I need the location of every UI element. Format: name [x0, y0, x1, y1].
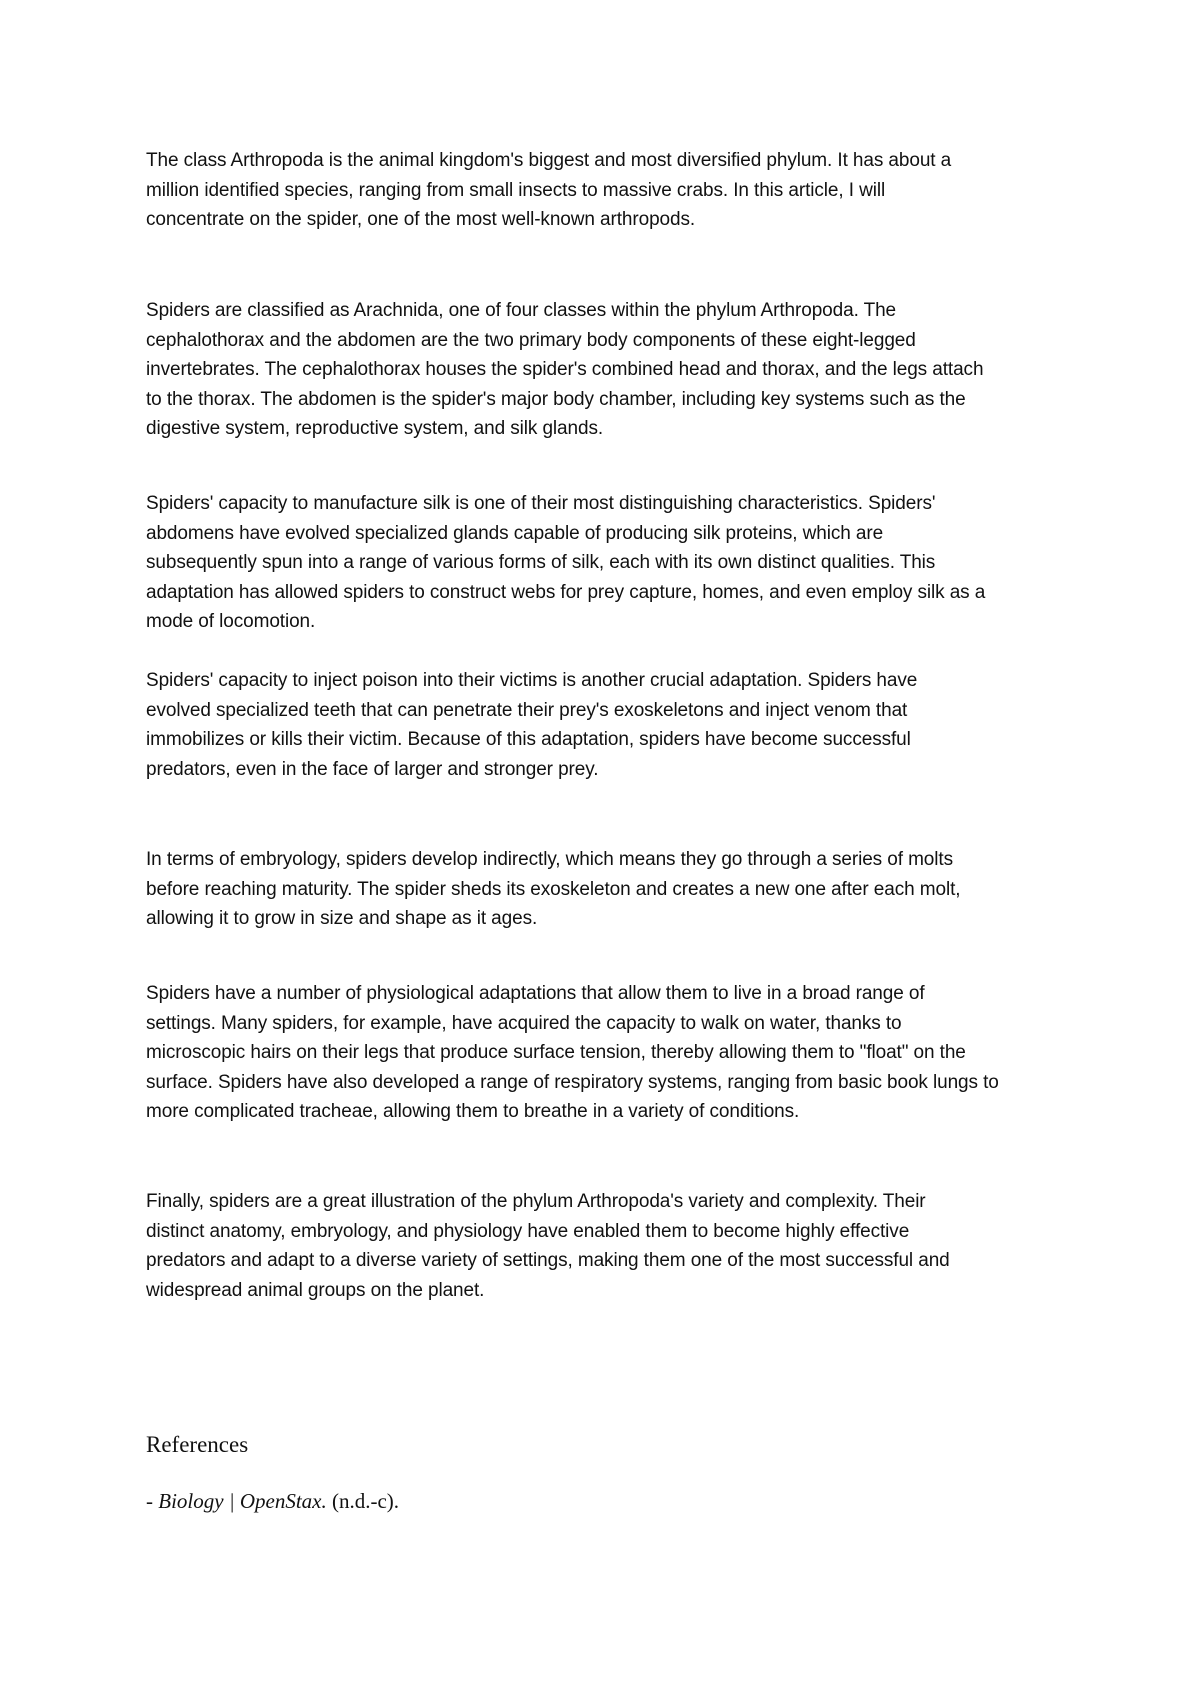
- text-line: Spiders' capacity to manufacture silk is one of their most distinguishing characteristics. Spiders': [146, 493, 936, 514]
- text-line: Finally, spiders are a great illustration of the phylum Arthropoda's variety and complexity. Their: [146, 1191, 926, 1212]
- text-line: immobilizes or kills their victim. Because of this adaptation, spiders have become successful: [146, 729, 911, 750]
- reference-date: (n.d.-c).: [326, 1489, 400, 1513]
- text-line: predators, even in the face of larger and stronger prey.: [146, 758, 599, 780]
- reference-title: Biology | OpenStax.: [158, 1489, 327, 1513]
- text-line: Spiders' capacity to inject poison into their victims is another crucial adaptation. Spiders have: [146, 670, 918, 691]
- text-line: adaptation has allowed spiders to construct webs for prey capture, homes, and even employ silk as a: [146, 581, 986, 603]
- text-line: predators and adapt to a diverse variety of settings, making them one of the most successful and: [146, 1250, 950, 1271]
- paragraph-silk: [146, 489, 1076, 637]
- text-line: settings. Many spiders, for example, have acquired the capacity to walk on water, thanks to: [146, 1012, 902, 1034]
- text-line: invertebrates. The cephalothorax houses the spider's combined head and thorax, and the legs attach: [146, 359, 984, 380]
- text-line: before reaching maturity. The spider sheds its exoskeleton and creates a new one after each molt,: [146, 878, 961, 900]
- text-line: concentrate on the spider, one of the most well-known arthropods.: [146, 209, 696, 230]
- paragraph-venom: [146, 666, 1076, 784]
- text-line: distinct anatomy, embryology, and physiology have enabled them to become highly effective: [146, 1220, 910, 1242]
- text-line: to the thorax. The abdomen is the spider's major body chamber, including key systems such as the: [146, 388, 966, 410]
- text-line: microscopic hairs on their legs that produce surface tension, thereby allowing them to "float" on the: [146, 1042, 966, 1063]
- paragraph-intro: [146, 146, 1076, 235]
- paragraph-conclusion: [146, 1187, 1076, 1305]
- paragraph-classification: [146, 296, 1076, 444]
- text-line: mode of locomotion.: [146, 611, 316, 632]
- text-line: surface. Spiders have also developed a range of respiratory systems, ranging from basic book lungs to: [146, 1071, 999, 1093]
- references-heading: References: [146, 1432, 249, 1457]
- paragraph-embryology: [146, 845, 1076, 934]
- text-line: evolved specialized teeth that can penetrate their prey's exoskeletons and inject venom that: [146, 699, 908, 721]
- text-line: digestive system, reproductive system, and silk glands.: [146, 418, 604, 439]
- text-line: abdomens have evolved specialized glands capable of producing silk proteins, which are: [146, 522, 884, 544]
- text-line: Spiders have a number of physiological adaptations that allow them to live in a broad range of: [146, 983, 925, 1004]
- text-line: Spiders are classified as Arachnida, one of four classes within the phylum Arthropoda. The: [146, 300, 897, 321]
- reference-prefix: -: [146, 1489, 159, 1513]
- text-line: In terms of embryology, spiders develop indirectly, which means they go through a series of molts: [146, 849, 953, 870]
- reference-item: [146, 1489, 399, 1514]
- text-line: The class Arthropoda is the animal kingdom's biggest and most diversified phylum. It has about a: [146, 150, 952, 171]
- text-line: allowing it to grow in size and shape as it ages.: [146, 908, 538, 929]
- text-line: more complicated tracheae, allowing them to breathe in a variety of conditions.: [146, 1101, 800, 1122]
- text-line: million identified species, ranging from small insects to massive crabs. In this article, I will: [146, 179, 886, 201]
- text-line: widespread animal groups on the planet.: [146, 1279, 485, 1301]
- paragraph-physiology: [146, 979, 1076, 1127]
- text-line: subsequently spun into a range of various forms of silk, each with its own distinct qualities. This: [146, 552, 936, 573]
- text-line: cephalothorax and the abdomen are the two primary body components of these eight-legged: [146, 329, 916, 351]
